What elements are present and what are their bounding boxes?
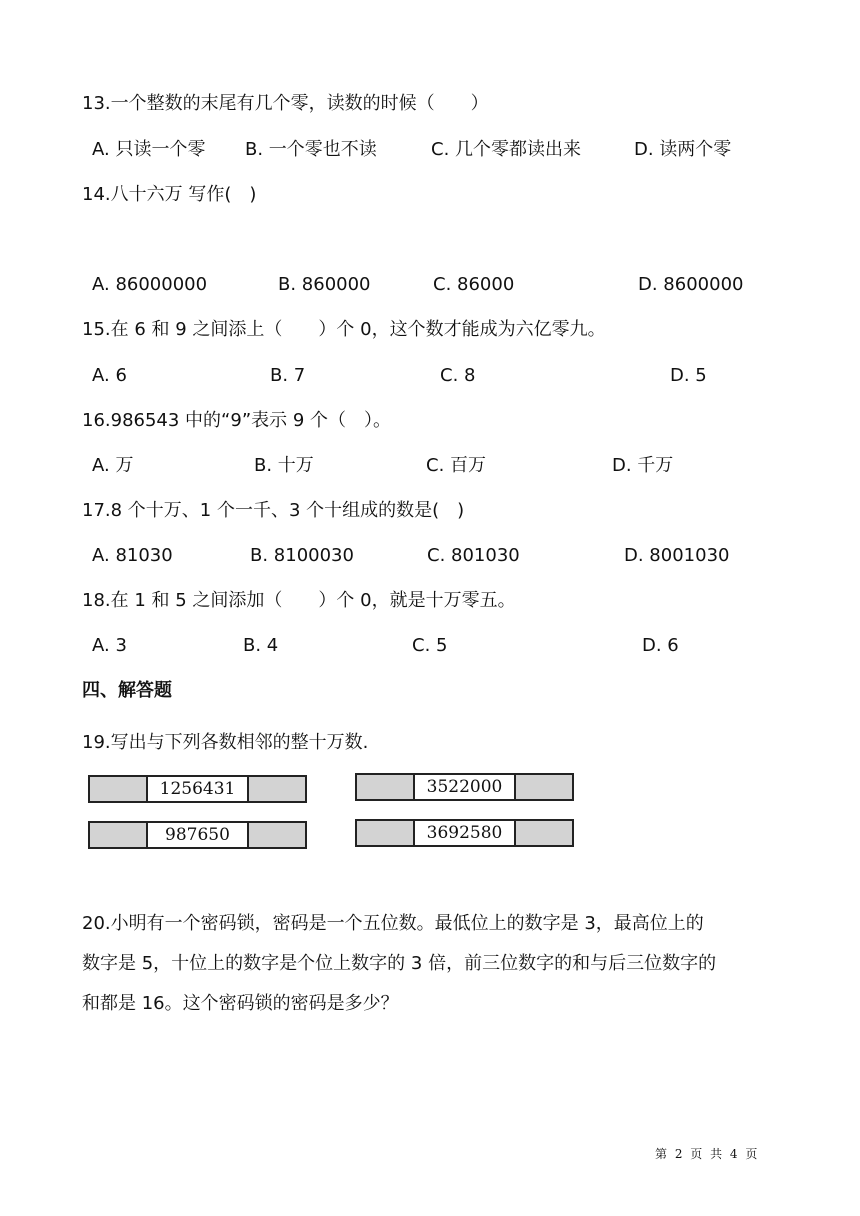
number-box-3 bbox=[88, 821, 307, 849]
question-15-stem: 15.在 6 和 9 之间添上（ ）个 0，这个数才能成为六亿零九。 bbox=[82, 319, 606, 340]
answer-cell-right[interactable] bbox=[247, 823, 305, 847]
answer-cell-left[interactable] bbox=[90, 823, 148, 847]
question-15-option-c: C. 8 bbox=[440, 365, 476, 386]
number-box-4 bbox=[355, 819, 574, 847]
question-13-option-a: A. 只读一个零 bbox=[92, 139, 206, 160]
number-box-1 bbox=[88, 775, 307, 803]
question-16-option-b: B. 十万 bbox=[254, 455, 314, 476]
page-footer: 第 2 页 共 4 页 bbox=[655, 1147, 760, 1161]
section-heading: 四、解答题 bbox=[82, 680, 172, 701]
number-value: 3522000 bbox=[415, 775, 514, 799]
question-16-option-a: A. 万 bbox=[92, 455, 134, 476]
question-15-option-b: B. 7 bbox=[270, 365, 306, 386]
question-18-option-c: C. 5 bbox=[412, 635, 448, 656]
question-14-option-b: B. 860000 bbox=[278, 274, 371, 295]
question-17-option-c: C. 801030 bbox=[427, 545, 520, 566]
question-13-option-d: D. 读两个零 bbox=[634, 139, 732, 160]
number-box-2 bbox=[355, 773, 574, 801]
question-17-option-a: A. 81030 bbox=[92, 545, 173, 566]
answer-cell-left[interactable] bbox=[90, 777, 148, 801]
question-20-line-1: 20.小明有一个密码锁，密码是一个五位数。最低位上的数字是 3，最高位上的 bbox=[82, 913, 704, 934]
question-14-option-c: C. 86000 bbox=[433, 274, 515, 295]
question-13-option-c: C. 几个零都读出来 bbox=[431, 139, 582, 160]
answer-cell-right[interactable] bbox=[514, 821, 572, 845]
question-13-stem: 13.一个整数的末尾有几个零，读数的时候（ ） bbox=[82, 93, 489, 114]
question-17-option-b: B. 8100030 bbox=[250, 545, 354, 566]
question-16-option-d: D. 千万 bbox=[612, 455, 674, 476]
answer-cell-left[interactable] bbox=[357, 821, 415, 845]
question-17-option-d: D. 8001030 bbox=[624, 545, 730, 566]
question-16-option-c: C. 百万 bbox=[426, 455, 487, 476]
question-18-stem: 18.在 1 和 5 之间添加（ ）个 0，就是十万零五。 bbox=[82, 590, 516, 611]
question-18-option-a: A. 3 bbox=[92, 635, 127, 656]
question-14-option-a: A. 86000000 bbox=[92, 274, 208, 295]
question-20-line-3: 和都是 16。这个密码锁的密码是多少？ bbox=[82, 993, 399, 1014]
question-17-stem: 17.8 个十万、1 个一千、3 个十组成的数是( ) bbox=[82, 500, 465, 521]
question-14-option-d: D. 8600000 bbox=[638, 274, 744, 295]
question-13-option-b: B. 一个零也不读 bbox=[245, 139, 377, 160]
question-20 bbox=[82, 904, 782, 1024]
question-18-option-d: D. 6 bbox=[642, 635, 679, 656]
question-19-stem: 19.写出与下列各数相邻的整十万数. bbox=[82, 732, 369, 753]
question-15-option-a: A. 6 bbox=[92, 365, 127, 386]
question-18-option-b: B. 4 bbox=[243, 635, 279, 656]
number-value: 3692580 bbox=[415, 821, 514, 845]
answer-cell-right[interactable] bbox=[247, 777, 305, 801]
question-16-stem: 16.986543 中的“9”表示 9 个（ ）。 bbox=[82, 410, 392, 431]
question-20-line-2: 数字是 5，十位上的数字是个位上数字的 3 倍，前三位数字的和与后三位数字的 bbox=[82, 953, 717, 974]
answer-cell-right[interactable] bbox=[514, 775, 572, 799]
question-14-stem: 14.八十六万 写作( ) bbox=[82, 184, 257, 205]
answer-cell-left[interactable] bbox=[357, 775, 415, 799]
number-value: 987650 bbox=[148, 823, 247, 847]
question-15-option-d: D. 5 bbox=[670, 365, 707, 386]
number-value: 1256431 bbox=[148, 777, 247, 801]
